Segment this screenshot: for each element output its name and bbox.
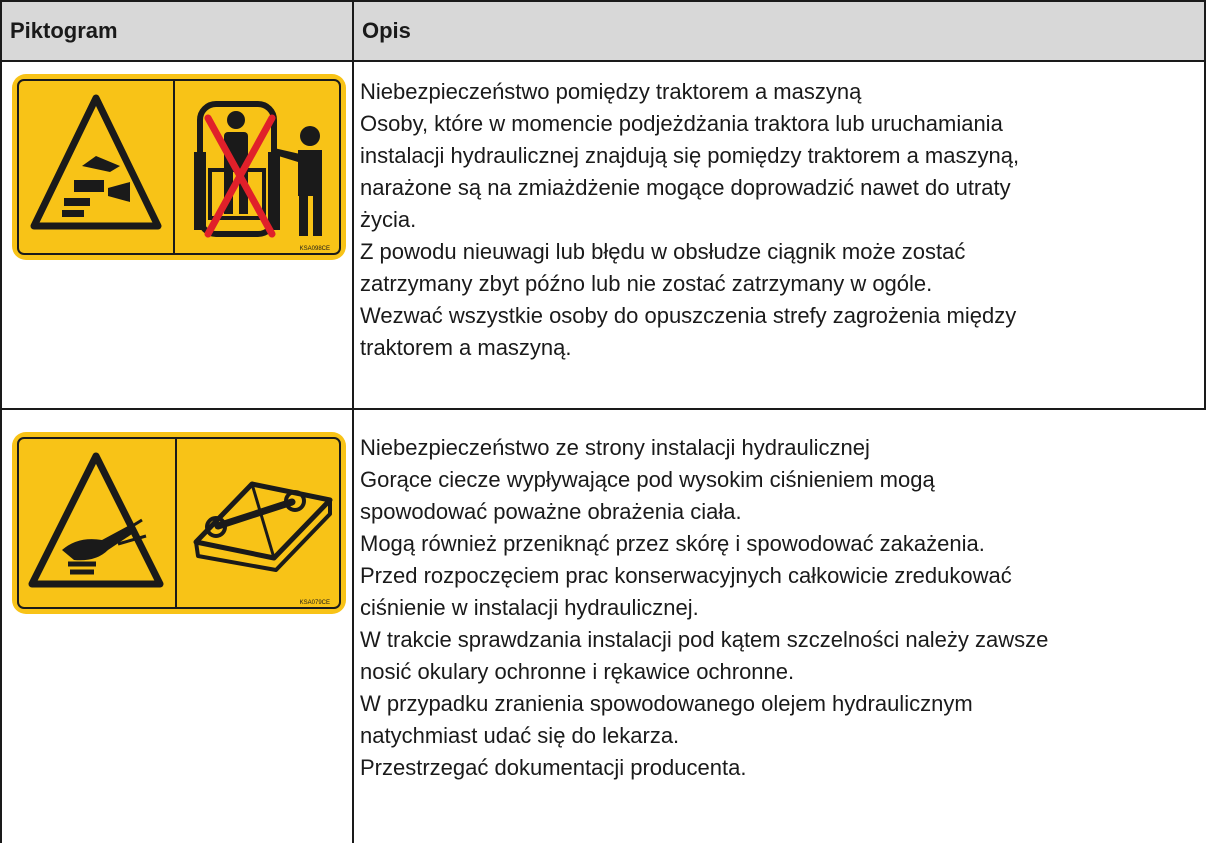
row-2-line: Przed rozpoczęciem prac konserwacyjnych całkowicie zredukować — [360, 563, 1012, 588]
hydraulic-fluid-hazard-manual-icon — [12, 432, 346, 614]
row-1-line: Niebezpieczeństwo pomiędzy traktorem a maszyną — [360, 79, 862, 104]
row-2-description — [360, 432, 1048, 784]
pictogram-code: KSA098CE — [299, 246, 330, 252]
row-1-line: życia. — [360, 207, 417, 232]
crush-hazard-tractor-machine-icon — [12, 74, 346, 260]
row-1-line: traktorem a maszyną. — [360, 335, 572, 360]
column-divider — [352, 0, 354, 843]
row-2-line: Przestrzegać dokumentacji producenta. — [360, 755, 747, 780]
row-1-line: Z powodu nieuwagi lub błędu w obsłudze ciągnik może zostać — [360, 239, 966, 264]
pictogram-code: KSA079CE — [299, 600, 330, 606]
row-2-line: Gorące ciecze wypływające pod wysokim ciśnieniem mogą — [360, 467, 935, 492]
row-2-line: nosić okulary ochronne i rękawice ochronne. — [360, 659, 795, 684]
table-header — [0, 0, 1206, 62]
table-border-left — [0, 0, 2, 843]
row-1-line: instalacji hydraulicznej znajdują się pomiędzy traktorem a maszyną, — [360, 143, 1020, 168]
row-divider — [0, 408, 1206, 410]
row-2-line: W przypadku zranienia spowodowanego olejem hydraulicznym — [360, 691, 973, 716]
header-description: Opis — [362, 18, 411, 43]
row-2-line: Niebezpieczeństwo ze strony instalacji hydraulicznej — [360, 435, 870, 460]
row-2-line: spowodować poważne obrażenia ciała. — [360, 499, 742, 524]
row-1-line: zatrzymany zbyt późno lub nie zostać zatrzymany w ogóle. — [360, 271, 933, 296]
row-2-line: natychmiast udać się do lekarza. — [360, 723, 680, 748]
header-pictogram: Piktogram — [10, 18, 118, 43]
row-1-line: narażone są na zmiażdżenie mogące doprowadzić nawet do utraty — [360, 175, 1011, 200]
row-2-line: W trakcie sprawdzania instalacji pod kątem szczelności należy zawsze — [360, 627, 1049, 652]
row-1-line: Wezwać wszystkie osoby do opuszczenia strefy zagrożenia między — [360, 303, 1017, 328]
row-1-line: Osoby, które w momencie podjeżdżania traktora lub uruchamiania — [360, 111, 1003, 136]
row-1-description — [360, 76, 1019, 364]
row-2-line: Mogą również przeniknąć przez skórę i spowodować zakażenia. — [360, 531, 985, 556]
row-2-line: ciśnienie w instalacji hydraulicznej. — [360, 595, 699, 620]
